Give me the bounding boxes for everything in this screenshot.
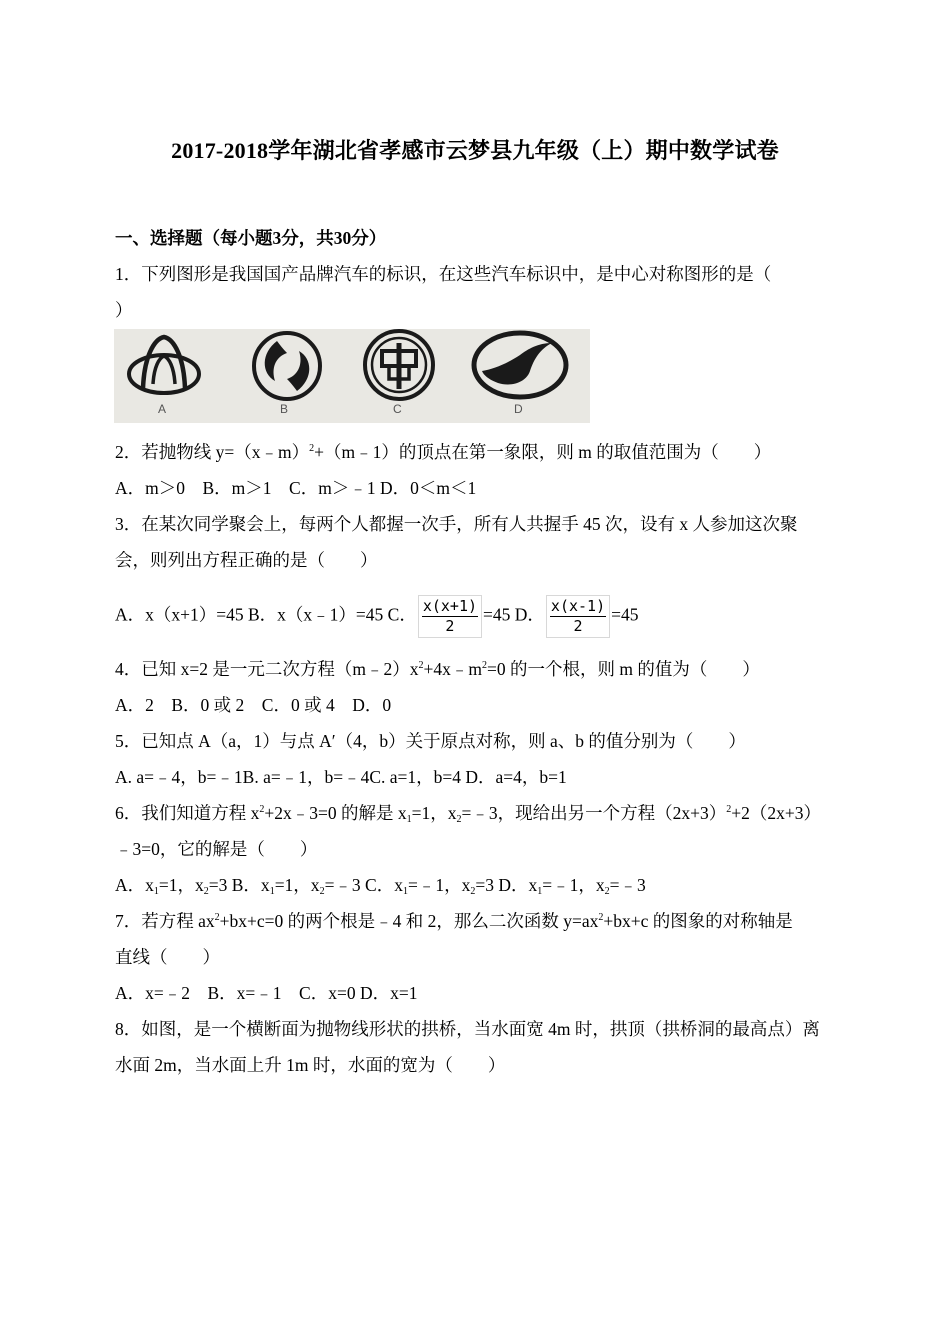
fraction-c: $\frac{x(x+1)}{2}$ [418,595,482,638]
question-7-line-1: 7．若方程 $ax^2+bx+c=0$ 的两个根是﹣4 和 2，那么二次函数 $y=ax^2+bx+c$ 的图象的对称轴是 [115,911,793,931]
question-4-options: A．2 B．0 或 2 C．0 或 4 D．0 [115,695,392,715]
question-3-line-2: 会，则列出方程正确的是（ ） [115,550,378,570]
question-5-stem: 5．已知点 A（a，1）与点 A′（4，b）关于原点对称，则 a、b 的值分别为（ ） [115,731,746,751]
fraction-d: $\frac{x(x-1)}{2}$ [546,595,610,638]
question-7-options: A．x=﹣2 B．x=﹣1 C．x=0 D．x=1 [115,983,418,1003]
page-title: 2017-2018学年湖北省孝感市云梦县九年级（上）期中数学试卷 [171,138,779,163]
question-3-line-1: 3．在某次同学聚会上，每两个人都握一次手，所有人共握手 45 次，设有 x 人参加这次聚 [115,514,798,534]
logo-b [247,329,327,406]
question-1-line-1: 1．下列图形是我国国产品牌汽车的标识，在这些汽车标识中，是中心对称图形的是（ [115,264,772,284]
question-2-options: A．m＞0 B．m＞1 C．m＞﹣1 D．0＜m＜1 [115,478,477,498]
logo-label-c: C [393,402,402,416]
logo-a [124,329,204,406]
logo-c [359,329,439,406]
section-heading: 一、选择题（每小题3分，共30分） [115,228,387,248]
question-6-line-2: ﹣3=0，它的解是（ ） [115,839,318,859]
logo-d [470,329,570,406]
question-8-line-2: 水面 2m，当水面上升 1m 时，水面的宽为（ ） [115,1055,506,1075]
logo-label-a: A [158,402,167,416]
question-6-line-1: 6．我们知道方程 $x^2+2x﹣3=0$ 的解是 $x_1=1$，$x_2=﹣3$，现给出另一个方程$(2x+3)^2+2(2x+3)$ [115,803,821,825]
question-7-line-2: 直线（ ） [115,947,220,967]
question-6-options: A．$x_1=1$，$x_2=3$ B．$x_1=1$，$x_2=﹣3$ C．$x_1=﹣1$，$x_2=3$ D．$x_1=﹣1$，$x_2=﹣3$ [115,875,646,897]
logo-label-d: D [514,402,523,416]
logo-label-b: B [280,402,289,416]
question-3-options: A．x（x+1）=45 B．x（x﹣1）=45 C． $\frac{x(x+1)}{2}$ =45 D． $\frac{x(x-1)}{2}$ =45 [115,595,638,638]
question-4-stem: 4．已知 x=2 是一元二次方程$(m﹣2)x^2+4x﹣m^2=0$ 的一个根，则 m 的值为（ ） [115,659,760,679]
car-logos-figure [114,329,590,423]
question-2-stem: 2．若抛物线 y=（x﹣m）$^2$+（m﹣1）的顶点在第一象限，则 m 的取值范围为（ ） [115,442,772,462]
question-1-line-2: ） [115,300,133,320]
question-8-line-1: 8．如图，是一个横断面为抛物线形状的拱桥，当水面宽 4m 时，拱顶（拱桥洞的最高点）离 [115,1019,820,1039]
question-5-options: A. a=﹣4，b=﹣1B. a=﹣1，b=﹣4C. a=1，b=4 D．a=4，b=1 [115,767,567,787]
